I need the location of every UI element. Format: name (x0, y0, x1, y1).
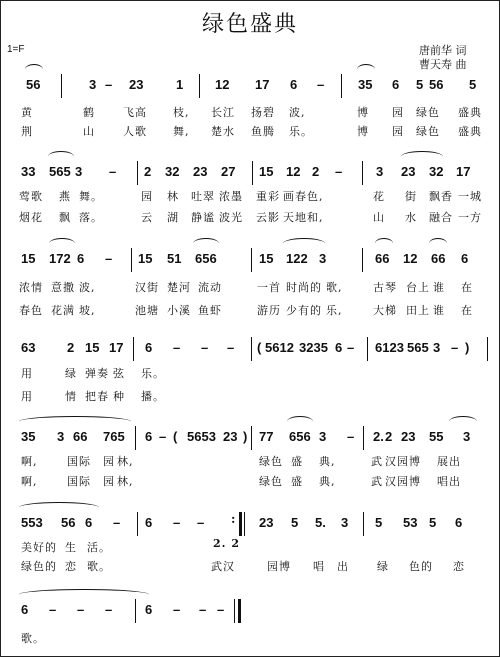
lyric: 落。 (79, 211, 103, 224)
note: – (49, 602, 57, 617)
note: 35 (21, 429, 36, 444)
note: 56 (26, 77, 41, 92)
note: – (335, 164, 343, 179)
note: 2 (385, 429, 393, 444)
note: 15 (259, 164, 274, 179)
note: 6 (145, 429, 153, 444)
note: 6 (145, 340, 153, 355)
lyric: 国际 (67, 475, 91, 488)
note: 5653 (187, 429, 216, 444)
note: 33 (21, 164, 36, 179)
note: 5 (429, 515, 437, 530)
lyric: 浓墨 (219, 190, 243, 203)
note: 32 (165, 164, 180, 179)
note: 3 (75, 164, 83, 179)
note: 6 (85, 515, 93, 530)
note: 35 (358, 77, 373, 92)
note: – (173, 602, 181, 617)
lyric: 水 (405, 211, 417, 224)
note: 17 (456, 164, 471, 179)
lyric: 在 (461, 281, 473, 294)
note: – (197, 515, 205, 530)
lyric: 波, (289, 106, 306, 119)
note: 6 (77, 251, 85, 266)
lyric: 唱 (313, 560, 325, 573)
lyric: 歌。 (87, 560, 111, 573)
note: 66 (431, 251, 446, 266)
lyric: 飘香 (429, 190, 453, 203)
lyric: 生 (65, 541, 77, 554)
lyric: 歌, (326, 281, 343, 294)
lyric: 一城 (458, 190, 482, 203)
lyric: 盛典 (458, 125, 482, 138)
lyric: 山 (373, 211, 385, 224)
note: 66 (73, 429, 88, 444)
note: 55 (429, 429, 444, 444)
note: – (105, 77, 113, 92)
note: 5 (469, 77, 477, 92)
lyric: 游历 (257, 304, 281, 317)
note: 66 (375, 251, 390, 266)
lyric: 绿色 (416, 106, 440, 119)
note: – (77, 602, 85, 617)
lyric: 楚河 (167, 281, 191, 294)
lyric: 园博 (267, 560, 291, 573)
note: 1 (176, 77, 184, 92)
lyric: 云 (141, 211, 153, 224)
note: 23 (193, 164, 208, 179)
lyric: 舞。 (79, 190, 103, 203)
note: 656 (289, 429, 311, 444)
note: 6 (21, 602, 29, 617)
lyric: 唱出 (437, 475, 461, 488)
note: – (105, 602, 113, 617)
lyric: 古琴 (373, 281, 397, 294)
lyric: 典, (319, 475, 336, 488)
note: – (217, 602, 225, 617)
note: 12 (286, 164, 301, 179)
note: – (173, 340, 181, 355)
lyric: 流动 (198, 281, 222, 294)
note: 32 (429, 164, 444, 179)
note: 565 (49, 164, 71, 179)
lyric: 谁 (433, 304, 445, 317)
lyricist-credit: 唐前华 词 (419, 44, 467, 57)
lyric: 池塘 (135, 304, 159, 317)
note: – (105, 251, 113, 266)
lyric: 鱼虾 (198, 304, 222, 317)
note: ( (173, 429, 178, 444)
note: – (347, 340, 355, 355)
lyric: 播。 (141, 390, 165, 403)
lyric: 融合 (429, 211, 453, 224)
note: 656 (195, 251, 217, 266)
lyric: 大梯 (373, 304, 397, 317)
lyric: 时尚的 (286, 281, 322, 294)
lyric: 枝, (173, 106, 190, 119)
lyric: 绿色 (416, 125, 440, 138)
note: 3 (463, 429, 471, 444)
note: 51 (167, 251, 182, 266)
note: 17 (255, 77, 270, 92)
lyric: 绿 (65, 367, 77, 380)
note: 3 (376, 164, 384, 179)
lyric: 谁 (433, 281, 445, 294)
lyric: 武汉 (211, 560, 235, 573)
lyric: 鹤 (83, 106, 95, 119)
note: 2 (144, 164, 152, 179)
note: 6123 (375, 340, 404, 355)
lyric: 山 (83, 125, 95, 138)
lyric: 飞高 (123, 106, 147, 119)
lyric: 林 (167, 190, 179, 203)
lyric: 园 (141, 190, 153, 203)
note: 27 (221, 164, 236, 179)
note: – (159, 429, 167, 444)
lyric: 乐。 (141, 367, 165, 380)
note: 6 (290, 77, 298, 92)
note: 3 (319, 251, 327, 266)
lyric: 街 (405, 190, 417, 203)
lyric: 弦 (113, 367, 125, 380)
note: 6 (335, 340, 343, 355)
note: – (199, 602, 207, 617)
lyric: 汉园博 (385, 455, 421, 468)
lyric: 色的 (409, 560, 433, 573)
lyric: 荆 (21, 125, 33, 138)
lyric: 用 (21, 367, 33, 380)
lyric: 把春 (85, 390, 109, 403)
note: 15 (259, 251, 274, 266)
lyric: 园 (392, 125, 404, 138)
note: – (113, 515, 121, 530)
note: 6 (455, 515, 463, 530)
lyric: 国际 (67, 455, 91, 468)
note: 2 (312, 164, 320, 179)
lyric: 出 (337, 560, 349, 573)
note: – (317, 77, 325, 92)
lyric: 飘 (59, 211, 71, 224)
note: ) (465, 340, 470, 355)
note: ) (243, 429, 248, 444)
lyric: 云影 (256, 211, 280, 224)
lyric: 吐翠 (191, 190, 215, 203)
note: 12 (215, 77, 230, 92)
lyric: 长江 (211, 106, 235, 119)
lyric: 春色 (19, 304, 43, 317)
lyric: 花 (373, 190, 385, 203)
lyric: 啊, (21, 455, 38, 468)
note: 5612 (265, 340, 294, 355)
lyric: 武 (371, 455, 383, 468)
lyric: 情 (65, 390, 77, 403)
song-title: 绿色盛典 (201, 12, 298, 37)
lyric: 林, (117, 475, 134, 488)
score-page: 绿色盛典 1=F 唐前华 词 曹天寿 曲 56 3 – 23 1 12 17 6 – 35 6 5 56 5 黄 鹤 飞高 枝, 长江 扬碧 波, 博 园 绿色 盛典 荆 山 人歌 舞, 楚水 鱼腾 乐。 博 园 绿色 盛典 33 565 3 – 2 32 23 27 15 12 2 – 3 23 32 17 莺歌 燕 舞。 园 林 吐翠 浓墨 重彩 画春色, 花 街 飘香 一城 烟花 飘 落。 云 湖 静谧 波光 云影 天地和, 山 水 融合 一方 15 172 6 – 15 51 656 15 122 3 66 12 66 6 浓情 意撒 波, 汉街 楚河 流动 一首 时尚的 歌, 古琴 台上 谁 在 春色 花满 坡, 池塘 小溪 鱼虾 游历 少有的 乐, 大梯 田上 谁 在 63 2 15 17 6 – – – ( 5612 3235 6 – 6123 565 3 – ) 用 绿 弹奏 弦 乐。 用 情 把春 种 播。 35 3 66 765 6 – ( 5653 23 ) 77 656 3 – 2. 2 23 55 3 啊, 国际 园 林, 绿色 盛 典, 武 汉园博 展出 啊, 国际 园 林, 绿色 盛 典, 武 汉园博 唱出 553 56 6 – 6 – – : 23 5 5. 3 5 53 5 6 美好的 生 活。 2. 2 绿色的 恋 歌。 武汉 园博 唱 出 绿 色的 恋 6 – – – 6 – – – 歌。 (0, 0, 500, 657)
lyric: 绿色 (259, 455, 283, 468)
lyric: 盛 (291, 475, 303, 488)
lyric: 燕 (59, 190, 71, 203)
lyric: 田上 (406, 304, 430, 317)
lyric: 用 (21, 390, 33, 403)
lyric: 一首 (257, 281, 281, 294)
lyric: 博 (357, 106, 369, 119)
lyric: 画春色, (283, 190, 324, 203)
note: 3 (341, 515, 349, 530)
lyric: 恋 (65, 560, 77, 573)
lyric: 典, (319, 455, 336, 468)
note: 765 (103, 429, 125, 444)
lyric: 少有的 (286, 304, 322, 317)
note: 6 (461, 251, 469, 266)
note: 3 (433, 340, 441, 355)
note: 15 (85, 340, 100, 355)
note: 5 (416, 77, 424, 92)
lyric: 乐, (326, 304, 343, 317)
lyric: 弹奏 (85, 367, 109, 380)
lyric: 台上 (406, 281, 430, 294)
lyric: 静谧 (191, 211, 215, 224)
note: 17 (109, 340, 124, 355)
composer-credit: 曹天寿 曲 (419, 58, 467, 71)
lyric: 坡, (79, 304, 96, 317)
note: 6 (392, 77, 400, 92)
note: ( (257, 340, 262, 355)
lyric: 鱼腾 (251, 125, 275, 138)
lyric: 在 (461, 304, 473, 317)
volta-marking: 2. 2 (213, 537, 240, 550)
note: 5. (315, 515, 326, 530)
lyric: 绿色 (259, 475, 283, 488)
lyric: 美好的 (21, 541, 57, 554)
lyric: 重彩 (256, 190, 280, 203)
lyric: 展出 (437, 455, 461, 468)
note: 12 (403, 251, 418, 266)
lyric: 绿 (377, 560, 389, 573)
note: – (347, 429, 355, 444)
note: 3235 (299, 340, 328, 355)
note: 122 (286, 251, 308, 266)
note: 5 (375, 515, 383, 530)
lyric: 啊, (21, 475, 38, 488)
note: – (201, 340, 209, 355)
lyric: 武 (371, 475, 383, 488)
note: 23 (129, 77, 144, 92)
note: 6 (145, 515, 153, 530)
note: 6 (145, 602, 153, 617)
note: 565 (407, 340, 429, 355)
lyric: 歌。 (21, 632, 45, 645)
note: 172 (49, 251, 71, 266)
lyric: 活。 (87, 541, 111, 554)
note: 23 (223, 429, 238, 444)
lyric: 园 (103, 475, 115, 488)
lyric: 博 (357, 125, 369, 138)
note: 15 (138, 251, 153, 266)
lyric: 波, (79, 281, 96, 294)
note: 23 (259, 515, 274, 530)
lyric: 烟花 (19, 211, 43, 224)
note: 2. (373, 429, 384, 444)
lyric: 一方 (458, 211, 482, 224)
note: 53 (403, 515, 418, 530)
note: 23 (401, 164, 416, 179)
lyric: 人歌 (123, 125, 147, 138)
lyric: 舞, (173, 125, 190, 138)
note: 2 (67, 340, 75, 355)
lyric: 扬碧 (251, 106, 275, 119)
lyric: 天地和, (283, 211, 324, 224)
lyric: 莺歌 (19, 190, 43, 203)
lyric: 黄 (21, 106, 33, 119)
note: 3 (319, 429, 327, 444)
lyric: 小溪 (167, 304, 191, 317)
note: 56 (429, 77, 444, 92)
note: 3 (89, 77, 97, 92)
note: 553 (21, 515, 43, 530)
note: 5 (291, 515, 299, 530)
note: – (173, 515, 181, 530)
lyric: 恋 (453, 560, 465, 573)
key-signature: 1=F (7, 44, 25, 55)
lyric: 汉园博 (385, 475, 421, 488)
lyric: 汉街 (135, 281, 159, 294)
note: – (451, 340, 459, 355)
lyric: 园 (392, 106, 404, 119)
note: – (227, 340, 235, 355)
lyric: 花满 (51, 304, 75, 317)
lyric: 乐。 (289, 125, 313, 138)
note: 56 (61, 515, 76, 530)
note: 77 (259, 429, 274, 444)
lyric: 盛 (291, 455, 303, 468)
lyric: 种 (113, 390, 125, 403)
lyric: 绿色的 (21, 560, 57, 573)
lyric: 湖 (167, 211, 179, 224)
lyric: 浓情 (19, 281, 43, 294)
lyric: 园 (103, 455, 115, 468)
lyric: 楚水 (211, 125, 235, 138)
note: 3 (57, 429, 65, 444)
note: 15 (21, 251, 36, 266)
lyric: 盛典 (458, 106, 482, 119)
lyric: 林, (117, 455, 134, 468)
note: 63 (21, 340, 36, 355)
lyric: 意撒 (51, 281, 75, 294)
note: 23 (401, 429, 416, 444)
lyric: 波光 (219, 211, 243, 224)
note: – (109, 164, 117, 179)
